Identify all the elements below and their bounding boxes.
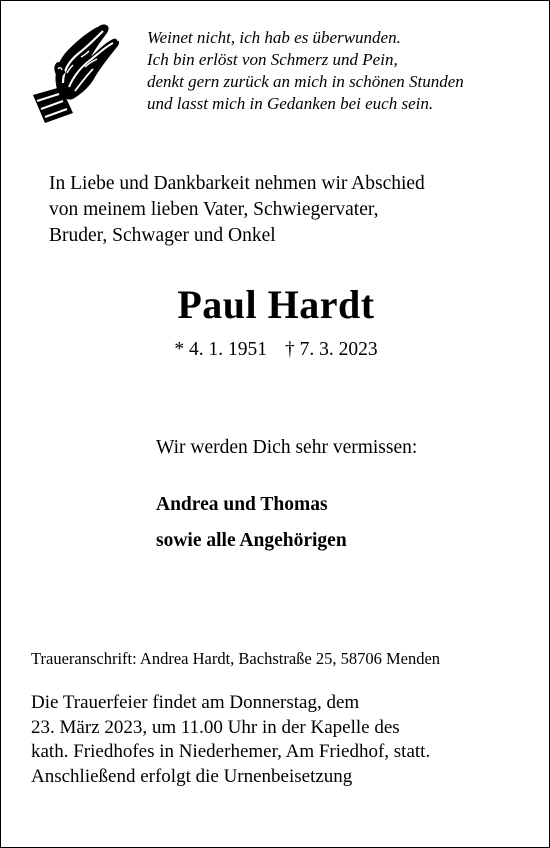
- ceremony-line: Die Trauerfeier findet am Donnerstag, dem: [31, 692, 360, 713]
- mourner-line: sowie alle Angehörigen: [156, 530, 347, 551]
- mourning-address: Traueranschrift: Andrea Hardt, Bachstraße 25, 58706 Menden: [31, 649, 441, 668]
- ceremony-line: 23. März 2023, um 11.00 Uhr in der Kapelle des: [31, 716, 400, 738]
- intro-text: [49, 171, 425, 249]
- ceremony-info: [31, 691, 430, 789]
- farewell-line: Wir werden Dich sehr vermissen:: [156, 437, 418, 458]
- ceremony-line: Anschließend erfolgt die Urnenbeisetzung: [31, 765, 353, 787]
- mourner-line: Andrea und Thomas: [156, 494, 328, 515]
- life-dates: [1, 337, 550, 363]
- intro-line: In Liebe und Dankbarkeit nehmen wir Abschied: [49, 173, 425, 194]
- deceased-name: Paul Hardt: [177, 282, 375, 327]
- birth-date: * 4. 1. 1951: [174, 339, 267, 360]
- praying-hands-icon: [23, 17, 127, 127]
- poem-line: denkt gern zurück an mich in schönen Stunden: [147, 72, 464, 91]
- poem-line: und lasst mich in Gedanken bei euch sein.: [147, 94, 434, 113]
- intro-line: von meinem lieben Vater, Schwiegervater,: [49, 199, 379, 220]
- ceremony-line: kath. Friedhofes in Niederhemer, Am Friedhof, statt.: [31, 741, 431, 762]
- poem-line: Weinet nicht, ich hab es überwunden.: [147, 28, 401, 47]
- intro-line: Bruder, Schwager und Onkel: [49, 225, 276, 246]
- poem-line: Ich bin erlöst von Schmerz und Pein,: [147, 50, 398, 69]
- death-date: † 7. 3. 2023: [285, 339, 378, 360]
- poem: [147, 27, 464, 115]
- mourners: [156, 487, 347, 559]
